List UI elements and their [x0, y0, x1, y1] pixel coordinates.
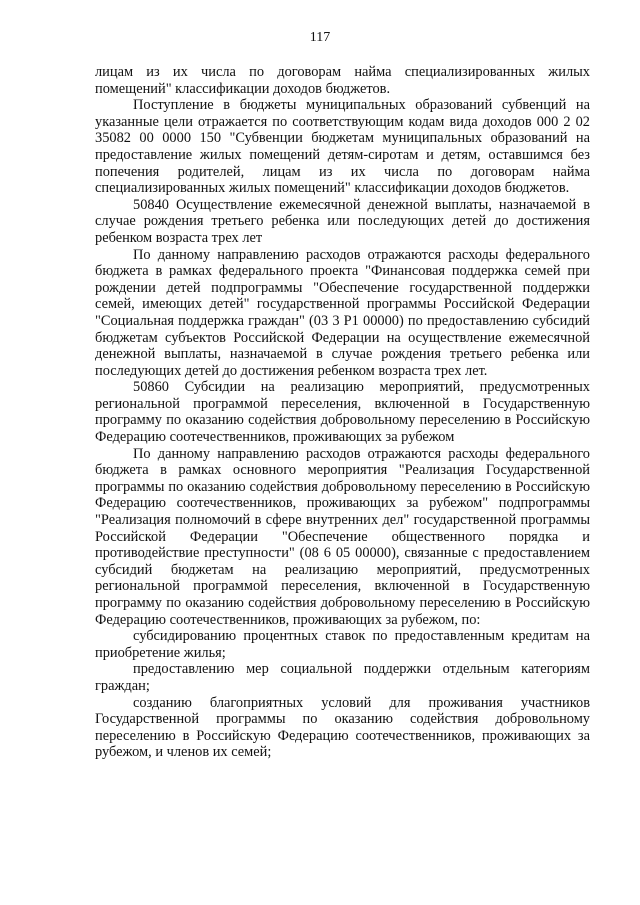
page-number: 117 — [309, 30, 331, 45]
paragraph-6: По данному направлению расходов отражаются расходы федерального бюджета в рамках основного мероприятия "Реализация Государственной программы по оказанию содействия добровольному переселению в Российскую Федерацию соотечественников, проживающих за рубежом" подпрограммы "Реализация полномочий в сфере внутренних дел" государственной программы Российской Федерации "Обеспечение общественного порядка и противодействие преступности" (08 6 05 00000), связанные с предоставлением субсидий бюджетам на реализацию мероприятий, предусмотренных региональной программой переселения, включенной в Государственную программу по оказанию содействия добровольному переселению в Российскую Федерацию соотечественников, проживающих за рубежом, по: — [95, 445, 590, 628]
paragraph-2: Поступление в бюджеты муниципальных образований субвенций на указанные цели отражается по соответствующим кодам вида доходов 000 2 02 35082 00 0000 150 "Субвенции бюджетам муниципальных образований на предоставление жилых помещений детям-сиротам и детям, оставшимся без попечения родителей, лицам из их числа по договорам найма специализированных жилых помещений" классификации доходов бюджетов. — [95, 97, 590, 197]
paragraph-8: предоставлению мер социальной поддержки отдельным категориям граждан; — [95, 661, 590, 694]
paragraph-1: лицам из их числа по договорам найма специализированных жилых помещений" классификации доходов бюджетов. — [95, 64, 590, 97]
paragraph-5: 50860 Субсидии на реализацию мероприятий, предусмотренных региональной программой переселения, включенной в Государственную программу по оказанию содействия добровольному переселению в Российскую Федерацию соотечественников, проживающих за рубежом — [95, 379, 590, 446]
paragraph-3: 50840 Осуществление ежемесячной денежной выплаты, назначаемой в случае рождения третьего ребенка или последующих детей до достижения ребенком возраста трех лет — [95, 196, 590, 246]
paragraph-9: созданию благоприятных условий для проживания участников Государственной программы по оказанию содействия добровольному переселению в Российскую Федерацию соотечественников, проживающих за рубежом, и членов их семей; — [95, 694, 590, 761]
paragraph-4: По данному направлению расходов отражаются расходы федерального бюджета в рамках федерального проекта "Финансовая поддержка семей при рождении детей подпрограммы "Обеспечение государственной поддержки семей, имеющих детей" государственной программы Российской Федерации "Социальная поддержка граждан" (03 3 Р1 00000) по предоставлению субсидий бюджетам субъектов Российской Федерации на осуществление ежемесячной денежной выплаты, назначаемой в случае рождения третьего ребенка или последующих детей до достижения ребенком возраста трех лет. — [95, 246, 590, 379]
body-text — [95, 64, 590, 761]
paragraph-7: субсидированию процентных ставок по предоставленным кредитам на приобретение жилья; — [95, 628, 590, 661]
